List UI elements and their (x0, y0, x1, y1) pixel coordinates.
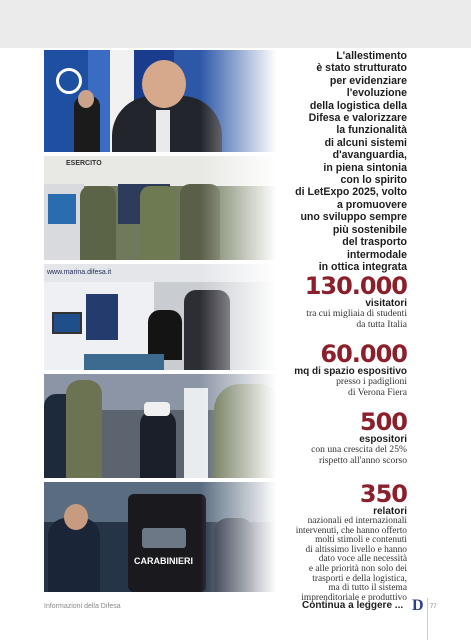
stat-description: presso i padiglioni di Verona Fiera (336, 376, 407, 398)
nato-emblem-icon (56, 68, 82, 94)
stat-number: 500 (359, 408, 407, 436)
stat-label: visitatori (365, 298, 407, 309)
stat-description: tra cui migliaia di studenti da tutta Italia (306, 308, 407, 330)
stat-label: relatori (373, 506, 407, 517)
publication-name: Informazioni della Difesa (44, 603, 121, 610)
stat-number: 60.000 (320, 340, 407, 368)
stat-number: 130.000 (304, 272, 407, 300)
stat-label: espositori (359, 434, 407, 445)
vr-headset-icon (144, 402, 170, 416)
top-band (0, 0, 471, 48)
photo-vr-demo (44, 374, 290, 478)
stat-speakers (296, 482, 407, 603)
photo-carabinieri (44, 482, 290, 592)
carabinieri-label: CARABINIERI (134, 556, 194, 566)
stat-description: con una crescita del 25% rispetto all'anno scorso (311, 444, 407, 466)
footer-divider (427, 598, 428, 640)
marina-url: www.marina.difesa.it (47, 269, 112, 276)
difesa-logo-icon: D (412, 597, 424, 614)
stat-exhibitors (311, 410, 407, 466)
stat-number: 350 (359, 480, 407, 508)
stat-exhibition-space (294, 342, 407, 398)
esercito-sign: ESERCITO (66, 160, 102, 167)
stat-visitors (305, 274, 407, 330)
intro-paragraph: L'allestimento è stato strutturato per evidenziare l'evoluzione della logistica della Difesa e valorizzare la funzionalità di alcuni sistemi d'avanguardia, in piena sintonia con lo spirito di LetExpo 2025, volto a promuovere uno sviluppo sempre più sostenibile del trasporto intermodale in ottica integrata (295, 50, 407, 273)
page-number: 77 (430, 604, 437, 610)
continue-reading-link[interactable]: Continua a leggere ... (302, 600, 404, 611)
photo-marina-stand (44, 264, 290, 370)
stat-label: mq di spazio espositivo (294, 366, 407, 377)
stat-description: nazionali ed internazionali intervenuti, che hanno offerto molti stimoli e contenuti di altissimo livello e hanno dato voce alle necessità e alle priorità non solo dei trasporti e della logistica, ma di tutto il sistema imprenditoriale e produttivo (295, 516, 407, 603)
